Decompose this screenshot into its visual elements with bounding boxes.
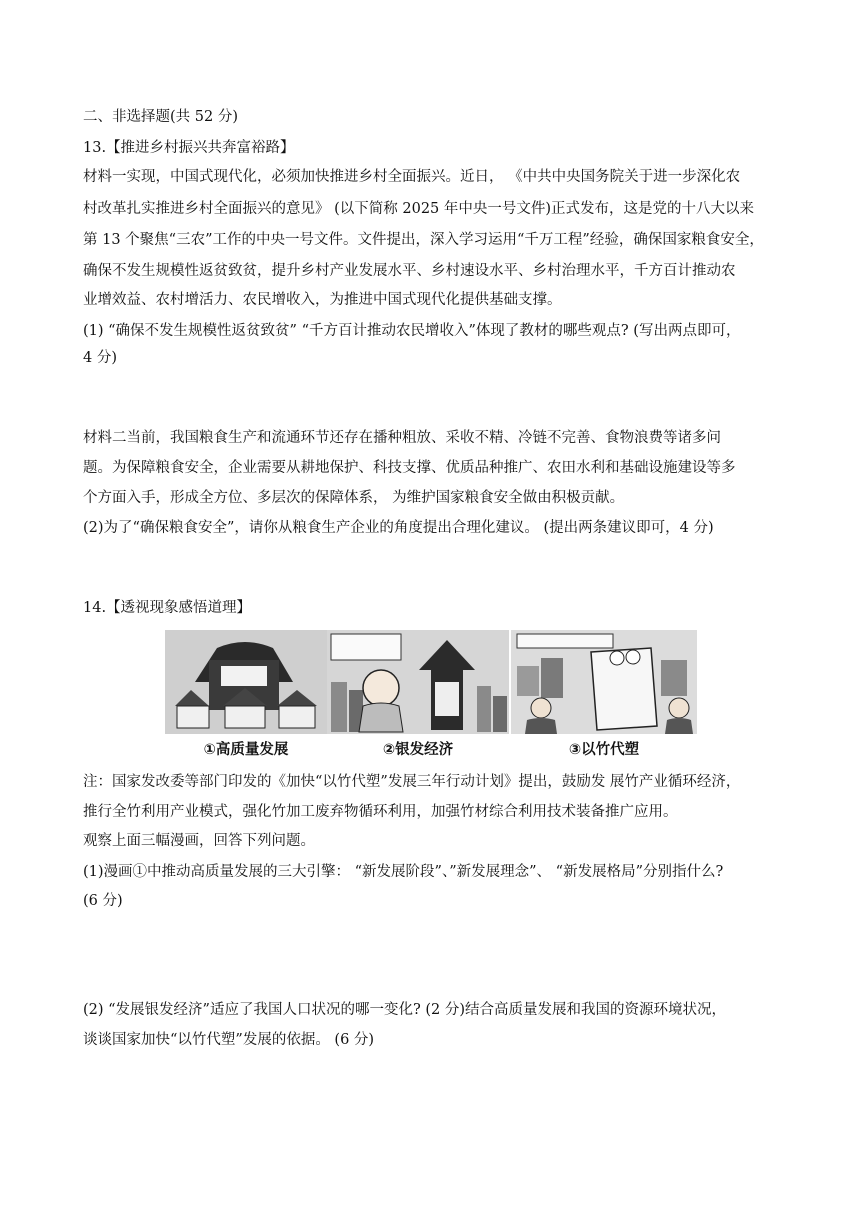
- comic-strip: [165, 630, 697, 762]
- q13-title: 13.【推进乡村振兴共奔富裕路】: [83, 140, 295, 156]
- comic-2-image: [327, 630, 509, 734]
- q14-instruction: 观察上面三幅漫画，回答下列问题。: [83, 833, 315, 849]
- section-title: 二、非选择题(共 52 分): [83, 109, 238, 125]
- q13-material2-line: 个方面入手，形成全方位、多层次的保障体系， 为维护国家粮食安全做由积极贡献。: [83, 490, 625, 506]
- q13-material1-line: 确保不发生规模性返贫致贫，提升乡村产业发展水平、乡村速设水平、乡村治理水平，千方百计推动农: [83, 263, 736, 279]
- q13-material1-line: 业增效益、农村增活力、农民增收入，为推进中国式现代化提供基础支撑。: [83, 292, 562, 308]
- comic-panel-high-quality: [165, 630, 327, 762]
- q13-material2-line: 材料二当前，我国粮食生产和流通环节还存在播种粗放、采收不精、冷链不完善、食物浪费等诸多问: [83, 430, 721, 446]
- q14-note-line: 注：国家发改委等部门印发的《加快“以竹代塑”发展三年行动计划》提出，鼓励发 展竹产业循环经济，: [83, 774, 741, 790]
- q14-question1-line: (6 分): [83, 893, 123, 909]
- q14-question2-line: (2) “发展银发经济”适应了我国人口状况的哪一变化? (2 分)结合高质量发展和我国的资源环境状况，: [83, 1002, 727, 1018]
- comic-3-image: [511, 630, 697, 734]
- q13-material1-line: 村改革扎实推进乡村全面振兴的意见》 (以下简称 2025 年中央一号文件)正式发布，这是党的十八大以来: [83, 201, 755, 217]
- q13-question1-line: 4 分): [83, 350, 117, 366]
- q14-question2-line: 谈谈国家加快“以竹代塑”发展的依据。 (6 分): [83, 1032, 375, 1048]
- q13-material1-line: 第 13 个聚焦“三农”工作的中央一号文件。文件提出，深入学习运用“千万工程”经验，确保国家粮食安全，: [83, 232, 764, 248]
- comic-caption: ③以竹代塑: [568, 742, 640, 758]
- q14-title: 14.【透视现象感悟道理】: [83, 600, 252, 616]
- q14-question1-line: (1)漫画①中推动高质量发展的三大引擎： “新发展阶段”、”新发展理念”、 “新发展格局”分别指什么?: [83, 864, 724, 880]
- comic-panel-silver-economy: [327, 630, 509, 762]
- q13-question2: (2)为了“确保粮食安全”，请你从粮食生产企业的角度提出合理化建议。 (提出两条建议即可，4 分): [83, 520, 714, 536]
- comic-caption: ②银发经济: [382, 742, 454, 758]
- q13-material2-line: 题。为保障粮食安全，企业需要从耕地保护、科技支撑、优质品种推广、农田水利和基础设施建设等多: [83, 460, 736, 476]
- q13-material1-line: 材料一实现，中国式现代化，必须加快推进乡村全面振兴。近日， 《中共中央国务院关于进一步深化农: [83, 169, 741, 185]
- comic-panel-bamboo: [511, 630, 697, 762]
- comic-caption: ①高质量发展: [203, 742, 289, 758]
- comic-1-image: [165, 630, 327, 734]
- q14-note-line: 推行全竹利用产业模式，强化竹加工废弃物循环利用，加强竹材综合利用技术装备推广应用。: [83, 804, 678, 820]
- q13-question1-line: (1) “确保不发生规模性返贫致贫” “千方百计推动农民增收入”体现了教材的哪些观点? (写出两点即可，: [83, 323, 741, 339]
